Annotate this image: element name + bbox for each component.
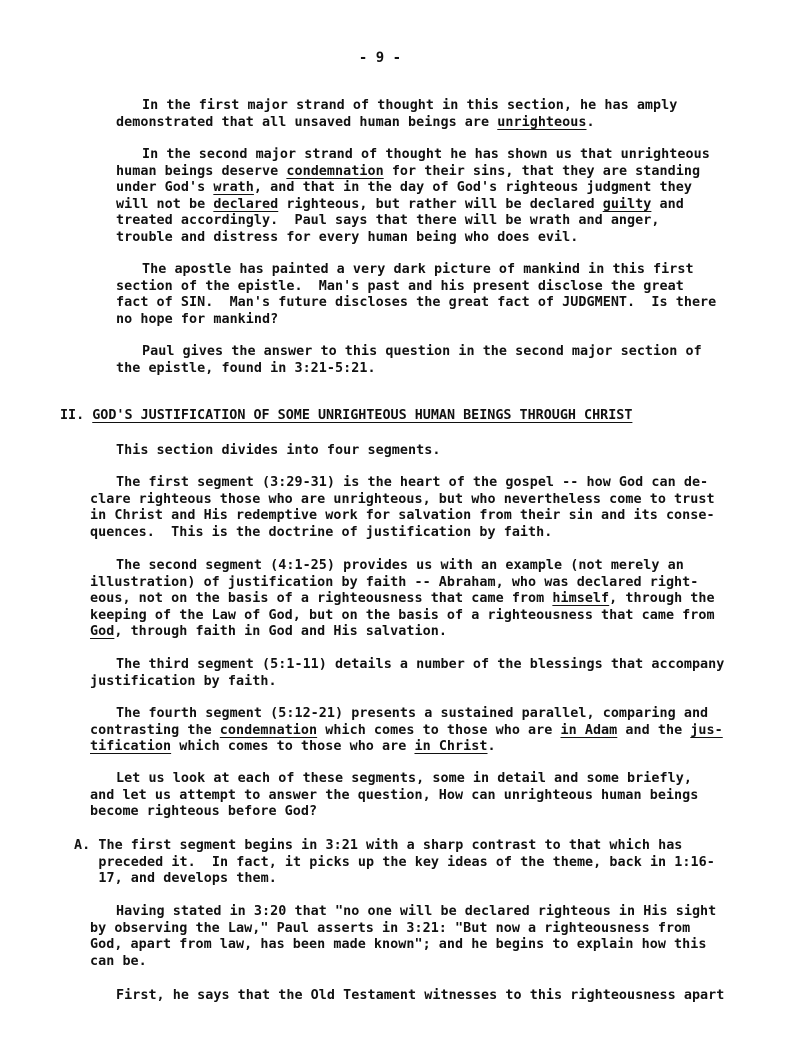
text-line: no hope for mankind? <box>116 311 279 327</box>
underlined-word: guilty <box>602 196 652 212</box>
text-line: First, he says that the Old Testament witnesses to this righteousness apart <box>116 988 725 1003</box>
paragraph-first-he-says <box>90 988 724 1005</box>
underlined-word: condemnation <box>219 722 318 738</box>
text-line: illustration) of justification by faith -- Abraham, who was declared right- <box>90 574 699 590</box>
paragraph-having-stated <box>90 904 716 970</box>
text-line: trouble and distress for every human being who does evil. <box>116 229 579 245</box>
text-fragment: , through faith in God and His salvation. <box>114 624 447 640</box>
text-line: treated accordingly. Paul says that there will be wrath and anger, <box>116 213 660 229</box>
text-line: keeping of the Law of God, but on the basis of a righteousness that came from <box>90 607 715 623</box>
text-line: demonstrated that all unsaved human beings are <box>116 114 498 130</box>
paragraph-fourth-segment <box>90 706 723 756</box>
paragraph-look-at-segments <box>90 771 698 821</box>
text-line: The third segment (5:1-11) details a number of the blessings that accompany <box>116 657 725 672</box>
text-line: under God's <box>116 180 214 196</box>
list-marker: A. <box>74 838 91 853</box>
paragraph-second-segment <box>90 558 715 641</box>
text-fragment: which comes to those who are <box>171 739 415 755</box>
text-line: preceded it. In fact, it picks up the key ideas of the theme, back in 1:16- <box>98 854 715 870</box>
underlined-word: God <box>90 624 115 640</box>
text-line: contrasting the <box>90 722 220 738</box>
text-line: can be. <box>90 953 147 969</box>
underlined-word: declared <box>213 196 279 212</box>
text-line: The first segment (3:29-31) is the heart of the gospel -- how God can de- <box>116 475 709 490</box>
text-line: in Christ and His redemptive work for salvation from their sin and its conse- <box>90 508 715 524</box>
text-fragment: . <box>586 114 595 130</box>
text-line: and let us attempt to answer the question, How can unrighteous human beings <box>90 787 699 803</box>
paragraph-a-first-segment <box>74 838 715 888</box>
underlined-word: in Adam <box>560 722 618 738</box>
underlined-word: jus- <box>690 722 723 738</box>
text-line: the epistle, found in 3:21-5:21. <box>116 360 376 376</box>
text-line: quences. This is the doctrine of justification by faith. <box>90 524 553 540</box>
text-fragment: for their sins, that they are standing <box>383 163 701 179</box>
text-fragment: righteous, but rather will be declared <box>278 196 603 212</box>
heading-title: GOD'S JUSTIFICATION OF SOME UNRIGHTEOUS HUMAN BEINGS THROUGH CHRIST <box>92 408 633 423</box>
underlined-word: unrighteous <box>497 114 587 130</box>
text-line: eous, not on the basis of a righteousness that came from <box>90 591 553 607</box>
page-number: - 9 - <box>358 50 402 66</box>
text-line: Paul gives the answer to this question in the second major section of <box>142 344 702 359</box>
text-line: This section divides into four segments. <box>116 443 441 458</box>
paragraph-answer <box>116 344 702 377</box>
paragraph-condemnation <box>116 147 710 247</box>
paragraph-unrighteous <box>116 98 677 131</box>
section-heading <box>60 408 632 423</box>
text-line: fact of SIN. Man's future discloses the great fact of JUDGMENT. Is there <box>116 295 717 311</box>
text-line: Having stated in 3:20 that "no one will be declared righteous in His sight <box>116 904 717 919</box>
underlined-word: himself <box>552 591 610 607</box>
text-line: The fourth segment (5:12-21) presents a sustained parallel, comparing and <box>116 706 709 721</box>
text-line: The apostle has painted a very dark picture of mankind in this first <box>142 262 694 277</box>
text-line: human beings deserve <box>116 163 287 179</box>
underlined-word: wrath <box>213 180 254 196</box>
paragraph-third-segment <box>90 657 724 690</box>
text-line: become righteous before God? <box>90 804 318 820</box>
paragraph-first-segment <box>90 475 715 541</box>
underlined-word: tification <box>90 739 172 755</box>
text-fragment: which comes to those who are <box>317 722 561 738</box>
text-line: justification by faith. <box>90 673 277 689</box>
text-line: clare righteous those who are unrighteous, but who nevertheless come to trust <box>90 491 715 507</box>
underlined-word: condemnation <box>286 163 384 179</box>
text-fragment: and the <box>617 722 691 738</box>
text-line: 17, and develops them. <box>98 871 277 887</box>
text-line: The first segment begins in 3:21 with a sharp contrast to that which has <box>98 838 683 853</box>
text-line: will not be <box>116 196 214 212</box>
text-line: The second segment (4:1-25) provides us with an example (not merely an <box>116 558 684 573</box>
text-fragment: , through the <box>609 591 715 607</box>
text-line: section of the epistle. Man's past and his present disclose the great <box>116 278 684 294</box>
text-line: God, apart from law, has been made known"; and he begins to explain how this <box>90 937 707 953</box>
text-line: In the second major strand of thought he has shown us that unrighteous <box>142 147 710 162</box>
text-fragment: and <box>651 196 684 212</box>
text-fragment: , and that in the day of God's righteous judgment they <box>253 180 692 196</box>
underlined-word: in Christ <box>414 739 488 755</box>
text-line: In the first major strand of thought in this section, he has amply <box>142 98 678 113</box>
text-line: by observing the Law," Paul asserts in 3:21: "But now a righteousness from <box>90 920 691 936</box>
text-line: Let us look at each of these segments, some in detail and some briefly, <box>116 771 692 786</box>
paragraph-four-segments <box>116 443 440 460</box>
heading-number: II. <box>60 408 93 423</box>
text-fragment: . <box>487 739 496 755</box>
paragraph-dark-picture <box>116 262 716 328</box>
